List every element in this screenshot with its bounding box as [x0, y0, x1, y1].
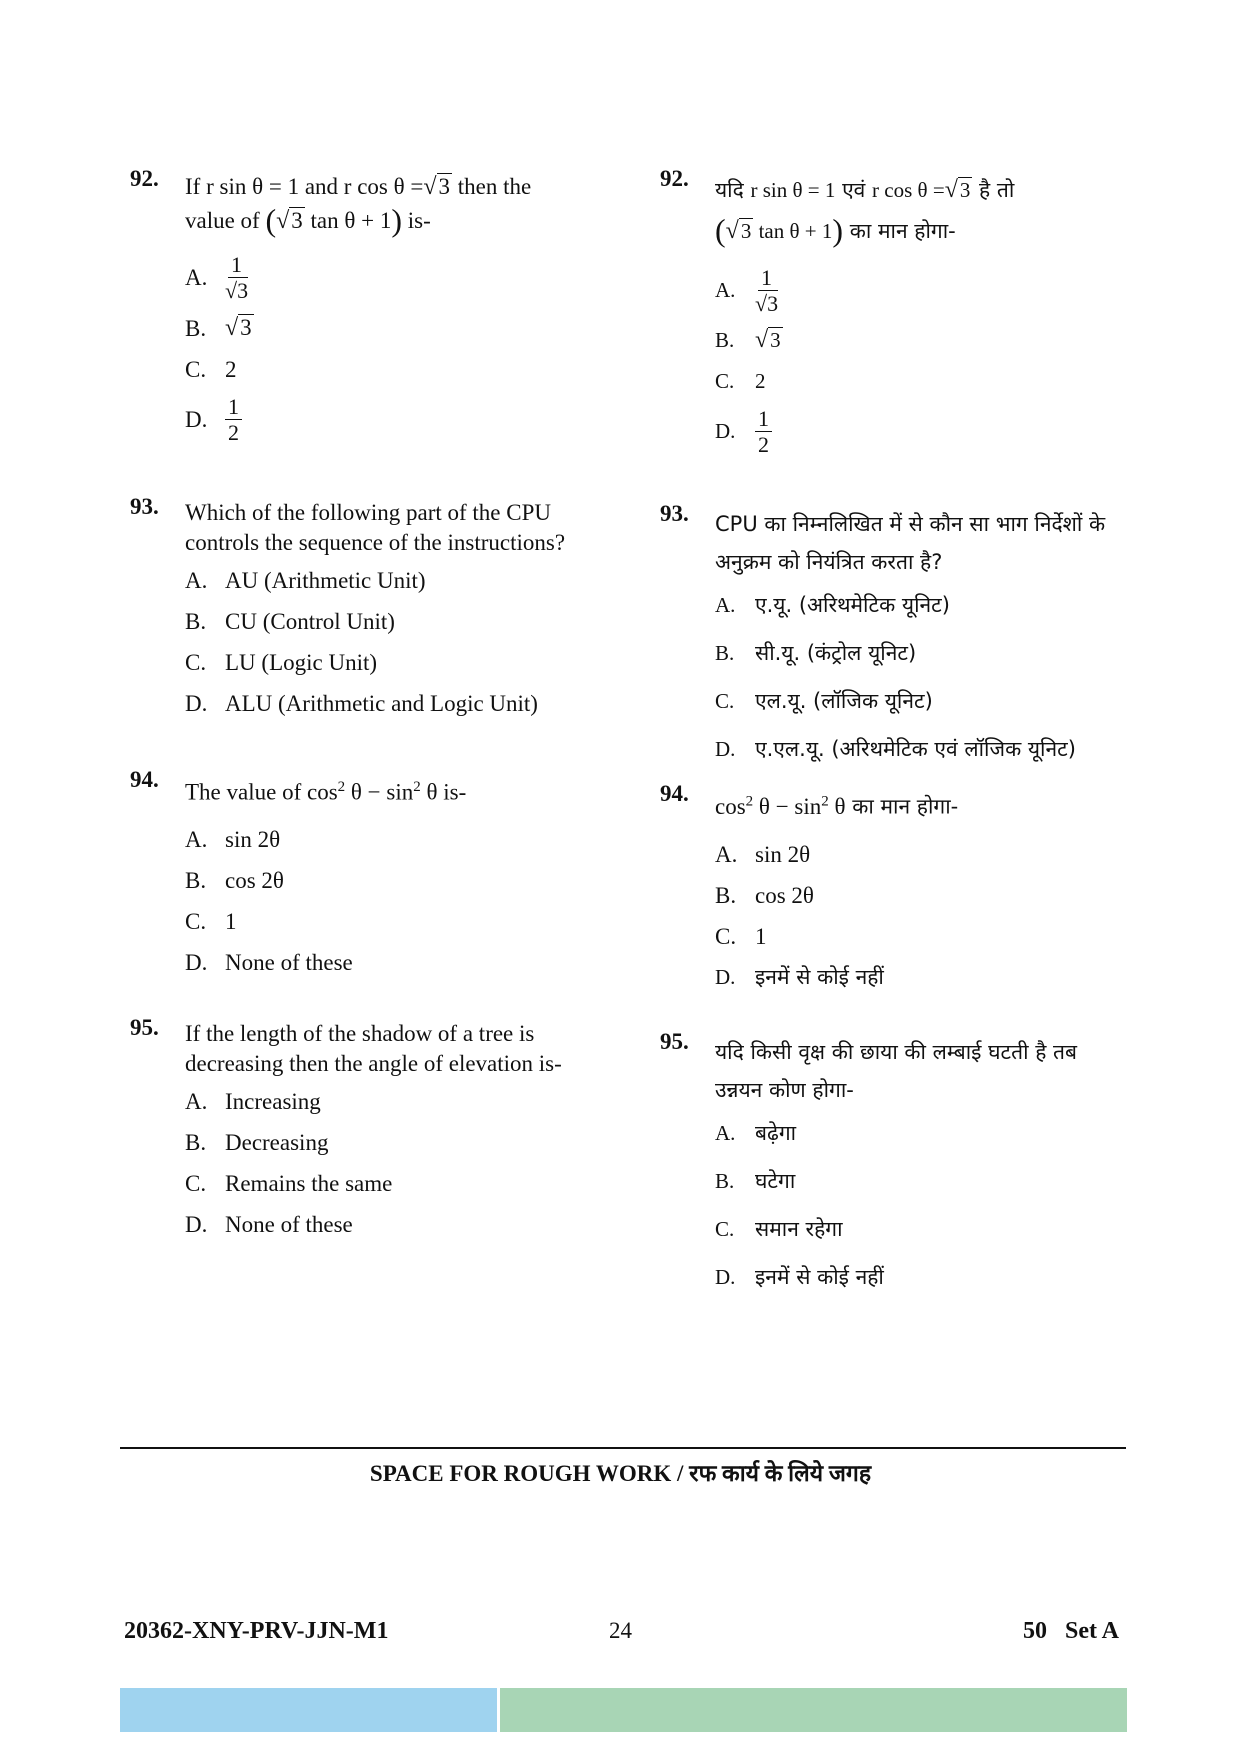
footer-set: 50 Set A [1023, 1618, 1119, 1644]
question-93-hi: 93. CPU का निम्नलिखित में से कौन सा भाग निर्देशों के अनुक्रम को नियंत्रित करता है? A. ए.यू. (अरिथमेटिक यूनिट) B. सी.यू. (कंट्रोल यूनिट) C. एल.यू. (लॉजिक यूनिट) D. ए.एल.यू. (अरिथमेटिक एवं लॉजिक यूनिट) [660, 505, 1130, 767]
fraction-1-over-sqrt3: $\frac{1}{√3}$ [225, 252, 249, 303]
option-b[interactable]: B. cos 2θ [185, 867, 284, 893]
option-a[interactable]: A. बढ़ेगा [715, 1120, 797, 1145]
option-a[interactable]: A. Increasing [185, 1089, 321, 1114]
question-stem: CPU का निम्नलिखित में से कौन सा भाग निर्देशों के अनुक्रम को नियंत्रित करता है? [715, 512, 1106, 574]
option-c[interactable]: C. 2 [185, 357, 237, 382]
english-column [130, 166, 600, 1249]
option-d[interactable]: D. ALU (Arithmetic and Logic Unit) [185, 691, 538, 716]
question-93: 93. Which of the following part of the CPU controls the sequence of the instructions? A. AU (Arithmetic Unit) B. CU (Control Unit) C. LU (Logic Unit) D. ALU (Arithmetic and Logic Unit) [130, 498, 600, 753]
question-92 [130, 166, 600, 480]
option-b[interactable]: B. √3 [715, 327, 781, 353]
question-stem: If the length of the shadow of a tree is decreasing then the angle of elevation is- [185, 1021, 562, 1076]
option-a[interactable]: A. sin 2θ [715, 841, 811, 867]
question-94-hi: 94. $\cos^2 \theta - \sin^2 \theta$ का मान होगा- A. sin 2θ B. cos 2θ C. 1 D. इनमें से कोई नहीं [660, 785, 1130, 1017]
option-b[interactable]: B. घटेगा [715, 1168, 796, 1193]
footer-bar-blue [120, 1688, 497, 1732]
rough-work-divider [120, 1447, 1126, 1449]
option-a[interactable]: A. ए.यू. (अरिथमेटिक यूनिट) [715, 592, 950, 617]
question-stem: Which of the following part of the CPU controls the sequence of the instructions? [185, 500, 566, 555]
option-d[interactable]: D. None of these [185, 949, 353, 975]
option-b[interactable]: B. CU (Control Unit) [185, 609, 395, 634]
option-a[interactable]: A. $\frac{1}{√3}$ [185, 252, 249, 303]
option-a[interactable]: A. AU (Arithmetic Unit) [185, 568, 426, 593]
question-95: 95. If the length of the shadow of a tree is decreasing then the angle of elevation is- A. Increasing B. Decreasing C. Remains the same D. None of these [130, 1019, 600, 1241]
rough-work-heading: SPACE FOR ROUGH WORK / रफ कार्य के लिये जगह [369, 1461, 872, 1486]
question-stem: The value of $\cos^2 \theta - \sin^2 \theta$ is- [185, 779, 467, 805]
option-d[interactable]: D. ए.एल.यू. (अरिथमेटिक एवं लॉजिक यूनिट) [715, 736, 1076, 761]
sqrt-3: √3 [423, 174, 451, 200]
question-stem: If r sin θ = 1 and r cos θ =√3 then the value of (√3 tan θ + 1) is- [185, 170, 600, 238]
option-c[interactable]: C. 1 [715, 923, 767, 949]
option-b[interactable]: B. Decreasing [185, 1130, 329, 1155]
question-number: 92. [130, 166, 159, 191]
question-stem: यदि r sin θ = 1 एवं r cos θ =√3 है तो (√3 tan θ + 1) का मान होगा- [715, 177, 1015, 248]
option-d[interactable]: D. $\frac{1}{2}$ [185, 394, 600, 445]
question-95-hi: 95. यदि किसी वृक्ष की छाया की लम्बाई घटती है तब उन्नयन कोण होगा- A. बढ़ेगा B. घटेगा C. समान रहेगा D. इनमें से कोई नहीं [660, 1033, 1130, 1297]
question-94: 94. The value of $\cos^2 \theta - \sin^2 \theta$ is- A. sin 2θ B. cos 2θ C. 1 D. None of these [130, 771, 600, 1001]
question-92-hi: 92. यदि r sin θ = 1 एवं r cos θ =√3 है तो (√3 tan θ + 1) का मान होगा- A. $\frac{1}{√3}$ B. √3 C. 2 D. $\frac{1}{2}$ [660, 170, 1130, 495]
option-c[interactable]: C. 1 [185, 908, 237, 934]
question-stem: यदि किसी वृक्ष की छाया की लम्बाई घटती है तब उन्नयन कोण होगा- [715, 1040, 1078, 1102]
option-d[interactable]: D. None of these [185, 1212, 353, 1237]
option-c[interactable]: C. Remains the same [185, 1171, 393, 1196]
page-number: 24 [609, 1618, 632, 1643]
fraction-1-over-2: $\frac{1}{2}$ [225, 394, 242, 445]
option-a[interactable]: A. $\frac{1}{√3}$ [715, 265, 779, 316]
option-c[interactable]: C. 2 [715, 369, 766, 393]
footer-code: 20362-XNY-PRV-JJN-M1 [124, 1618, 389, 1644]
option-c[interactable]: C. समान रहेगा [715, 1216, 843, 1241]
option-c[interactable]: C. एल.यू. (लॉजिक यूनिट) [715, 688, 933, 713]
option-a[interactable]: A. sin 2θ [185, 826, 281, 852]
option-b[interactable]: B. cos 2θ [715, 882, 814, 908]
option-d[interactable]: D. $\frac{1}{2}$ [715, 406, 1130, 457]
option-d[interactable]: D. इनमें से कोई नहीं [715, 964, 884, 989]
option-d[interactable]: D. इनमें से कोई नहीं [715, 1264, 884, 1289]
hindi-column [660, 166, 1130, 1305]
question-stem: $\cos^2 \theta - \sin^2 \theta$ का मान होगा- [715, 793, 959, 819]
option-b[interactable]: B. सी.यू. (कंट्रोल यूनिट) [715, 640, 917, 665]
option-c[interactable]: C. LU (Logic Unit) [185, 650, 378, 675]
footer-bar-green [500, 1688, 1127, 1732]
option-b[interactable]: B. √3 [185, 315, 252, 341]
